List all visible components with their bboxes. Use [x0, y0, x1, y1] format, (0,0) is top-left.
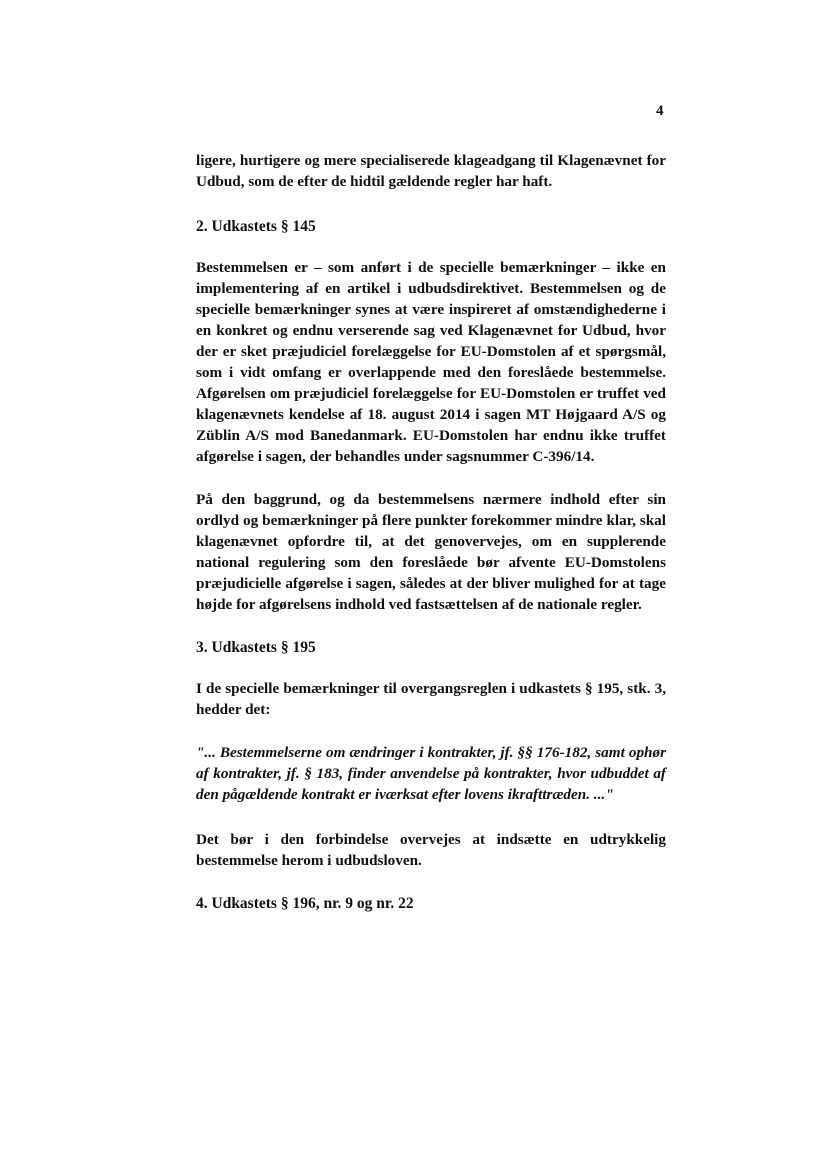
section-2	[196, 216, 666, 615]
section-4	[196, 893, 666, 914]
section-paragraph: Det bør i den forbindelse overvejes at indsætte en udtrykkelig bestemmelse herom i udbudsloven.	[196, 831, 666, 869]
intro-paragraph: ligere, hurtigere og mere specialiserede klageadgang til Klagenævnet for Udbud, som de efter de hidtil gældende regler har haft.	[196, 152, 666, 190]
document-body	[196, 150, 666, 936]
section-paragraph: På den baggrund, og da bestemmelsens nærmere indhold efter sin ordlyd og bemærkninger på flere punkter forekommer mindre klar, skal klagenævnet opfordre til, at det genovervejes, om en supplerende national regulering som den foreslåede bør afvente EU-Domstolens præjudicielle afgørelse i sagen, således at der bliver mulighed for at tage højde for afgørelsens indhold ved fastsættelsen af de nationale regler.	[196, 491, 666, 613]
section-paragraph: I de specielle bemærkninger til overgangsreglen i udkastets § 195, stk. 3, hedder det:	[196, 680, 666, 718]
section-heading: 3. Udkastets § 195	[196, 639, 316, 656]
section-3	[196, 637, 666, 871]
section-heading: 2. Udkastets § 145	[196, 218, 316, 235]
section-paragraph: Bestemmelsen er – som anført i de specielle bemærkninger – ikke en implementering af en artikel i udbudsdirektivet. Bestemmelsen og de specielle bemærkninger synes at være inspireret af omstændighederne i en konkret og endnu verserende sag ved Klagenævnet for Udbud, hvor der er sket præjudiciel forelæggelse for EU-Domstolen af et spørgsmål, som i vidt omfang er overlappende med den foreslåede bestemmelse. Afgørelsen om præjudiciel forelæggelse for EU-Domstolen er truffet ved klagenævnets kendelse af 18. august 2014 i sagen MT Højgaard A/S og Züblin A/S mod Banedanmark. EU-Domstolen har endnu ikke truffet afgørelse i sagen, der behandles under sagsnummer C-396/14.	[196, 259, 666, 465]
quoted-text: "... Bestemmelserne om ændringer i kontrakter, jf. §§ 176-182, samt ophør af kontrakter, jf. § 183, finder anvendelse på kontrakter, hvor udbuddet af den pågældende kontrakt er iværksat efter lovens ikrafttræden. ..."	[196, 744, 666, 803]
section-heading: 4. Udkastets § 196, nr. 9 og nr. 22	[196, 895, 414, 912]
page-number: 4	[656, 103, 664, 119]
